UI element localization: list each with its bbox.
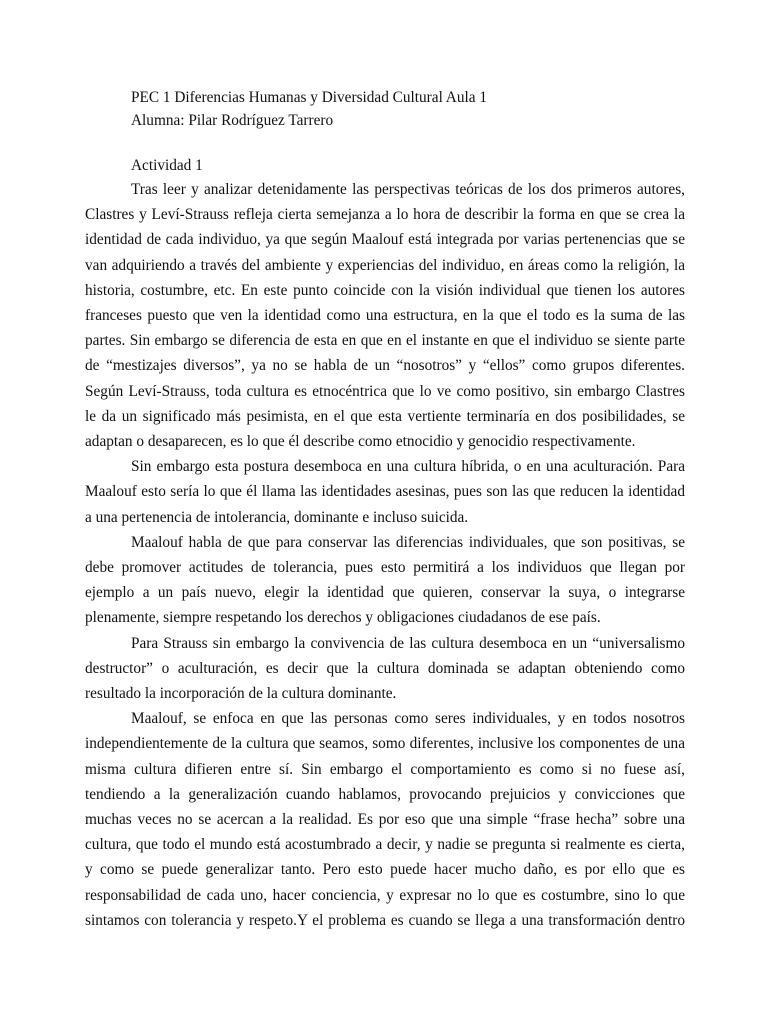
text-line: sintamos con tolerancia y respeto.Y el problema es cuando se llega a una transformación dentro [85,911,685,929]
paragraph-2 [85,454,685,530]
text-line: plenamente, siempre respetando los derechos y obligaciones ciudadanos de ese país. [85,609,601,627]
text-line: cultura, que todo el mundo está acostumbrado a decir, y nadie se pregunta si realmente es cierta, [85,836,685,854]
activity-title: Actividad 1 [131,157,203,174]
paragraph-1 [85,177,685,454]
text-line: misma cultura difieren entre sí. Sin embargo el comportamiento es como si no fuese así, [85,760,685,778]
text-line: historia, costumbre, etc. En este punto coincide con la visión individual que tienen los autores [85,281,685,299]
text-line: Maalouf, se enfoca en que las personas como seres individuales, y en todos nosotros [131,710,685,728]
paragraph-4 [85,631,685,707]
text-line: Maalouf esto sería lo que él llama las identidades asesinas, pues son las que reducen la identidad [85,483,685,501]
text-line: Clastres y Leví-Strauss refleja cierta semejanza a lo hora de describir la forma en que se crea la [85,206,685,224]
text-line: muchas veces no se acercan a la realidad. Es por eso que una simple “frase hecha” sobre una [85,811,685,829]
text-line: Maalouf habla de que para conservar las diferencias individuales, que son positivas, se [131,533,685,551]
text-line: de “mestizajes diversos”, ya no se habla de un “nosotros” y “ellos” como grupos diferentes. [85,357,685,375]
text-line: ejemplo a un país nuevo, elegir la identidad que quieren, conservar la suya, o integrarse [85,584,685,602]
text-line: adaptan o desaparecen, es lo que él describe como etnocidio y genocidio respectivamente. [85,433,636,451]
text-line: franceses puesto que ven la identidad como una estructura, en la que el todo es la suma de las [85,307,685,325]
text-line: Para Strauss sin embargo la convivencia de las cultura desemboca en un “universalismo [131,634,685,652]
text-line: tendiendo a la generalización cuando hablamos, provocando prejuicios y convicciones que [85,785,685,803]
text-line: Sin embargo esta postura desemboca en una cultura híbrida, o en una aculturación. Para [131,458,685,476]
text-line: destructor” o aculturación, es decir que la cultura dominada se adaptan obteniendo como [85,659,685,677]
text-line: debe promover actitudes de tolerancia, pues esto permitirá a los individuos que llegan por [85,559,685,577]
text-line: a una pertenencia de intolerancia, dominante e incluso suicida. [85,508,469,526]
text-line: independientemente de la cultura que seamos, somo diferentes, inclusive los componentes de una [85,735,685,753]
text-line: le da un significado más pesimista, en el que esta vertiente terminaría en dos posibilidades, se [85,407,685,425]
document-header [85,86,685,132]
text-line: Tras leer y analizar detenidamente las perspectivas teóricas de los dos primeros autores, [131,181,685,198]
document-title: PEC 1 Diferencias Humanas y Diversidad Cultural Aula 1 [131,89,488,106]
text-line: y como se puede generalizar tanto. Pero esto puede hacer mucho daño, es por ello que es [85,861,685,879]
text-line: Según Leví-Strauss, toda cultura es etnocéntrica que lo ve como positivo, sin embargo Clastres [85,382,685,400]
text-line: resultado la incorporación de la cultura dominante. [85,685,397,703]
text-line: responsabilidad de cada uno, hacer conciencia, y expresar no lo que es costumbre, sino lo que [85,886,685,904]
student-name: Alumna: Pilar Rodríguez Tarrero [131,112,334,129]
text-line: identidad de cada individuo, ya que según Maalouf está integrada por varias pertenencias que se [85,231,685,249]
text-line: van adquiriendo a través del ambiente y experiencias del individuo, en áreas como la religión, la [85,256,685,274]
text-line: partes. Sin embargo se diferencia de esta en que en el instante en que el individuo se siente parte [85,332,685,350]
paragraph-3 [85,530,685,631]
document-page [85,86,685,933]
paragraph-5 [85,706,685,933]
